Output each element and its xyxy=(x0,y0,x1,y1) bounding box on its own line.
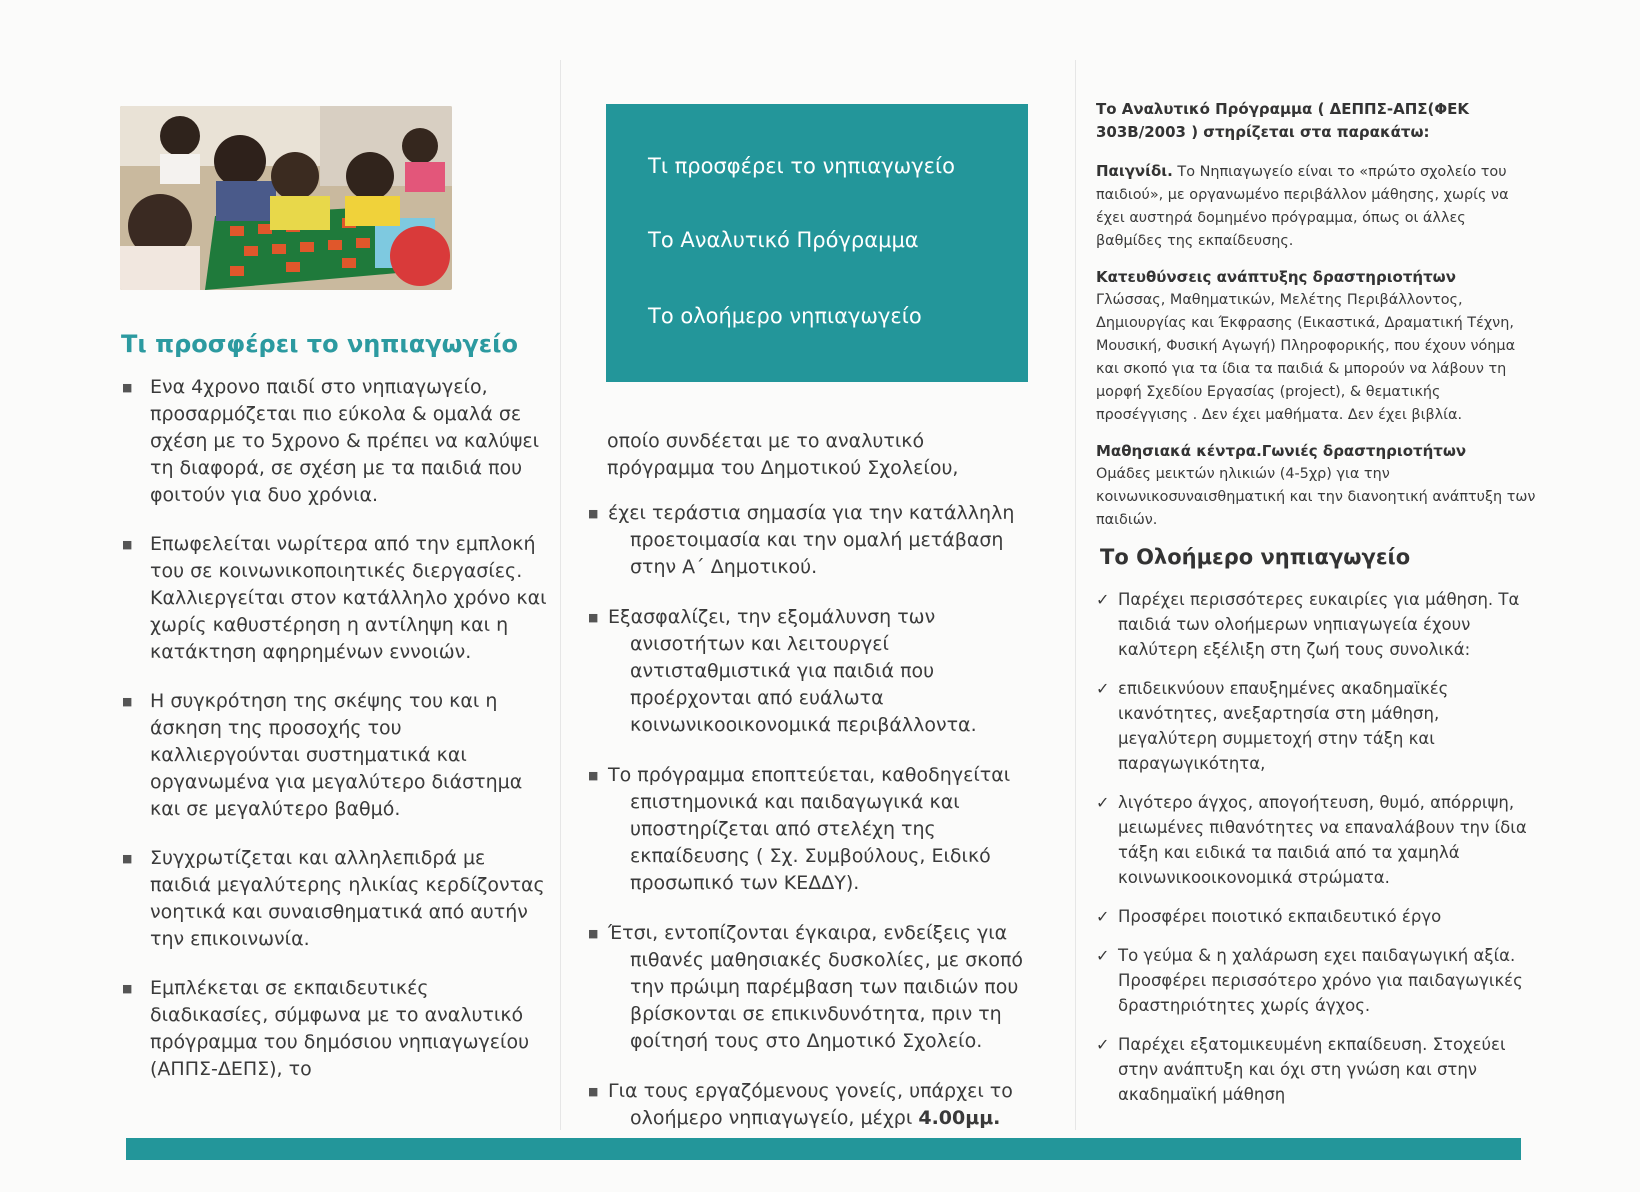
list-item-text: Παρέχει περισσότερες ευκαιρίες για μάθηση. Τα παιδιά των ολοήμερων νηπιαγωγεία έχουν καλύτερη εξέλιξη στη ζωή τους συνολικά: xyxy=(1118,590,1520,659)
list-item-first-line: Για τους εργαζόμενους γονείς, υπάρχει το xyxy=(608,1080,1013,1102)
list-item-text: Επωφελείται νωρίτερα από την εμπλοκή του σε κοινωνικοποιητικές διεργασίες. Καλλιεργείται στον κατάλληλο χρόνο και χωρίς καθυστέρηση η αντίληψη και η κατάκτηση αφηρημένων εννοιών. xyxy=(150,533,547,663)
continuation-line: πρόγραμμα του Δημοτικού Σχολείου, xyxy=(607,457,959,479)
check-icon: ✓ xyxy=(1096,679,1110,698)
menu-item-curriculum[interactable]: Το Αναλυτικό Πρόγραμμα xyxy=(648,228,919,252)
section-title-what-offers: Τι προσφέρει το νηπιαγωγείο xyxy=(121,330,518,358)
list-item-text: επιδεικνύουν επαυξημένες ακαδημαϊκές ικανότητες, ανεξαρτησία στη μάθηση, μεγαλύτερη συμμετοχή στην τάξη και παραγωγικότητα, xyxy=(1118,679,1449,773)
curriculum-column xyxy=(1096,98,1536,1121)
bullet-icon: ■ xyxy=(588,507,599,520)
list-item-text: Το γεύμα & η χαλάρωση εχει παιδαγωγική αξία. Προσφέρει περισσότερο χρόνο για παιδαγωγικές δραστηριότητες χωρίς άγχος. xyxy=(1118,946,1523,1015)
list-item-text: Η συγκρότηση της σκέψης του και η άσκηση της προσοχής του καλλιεργούνται συστηματικά και οργανωμένα για μεγαλύτερο διάστημα και σε μεγαλύτερο βαθμό. xyxy=(150,690,523,820)
list-item-first-line: Το πρόγραμμα εποπτεύεται, καθοδηγείται xyxy=(608,764,1011,786)
list-item xyxy=(120,688,550,823)
list-item-text: Ενα 4χρονο παιδί στο νηπιαγωγείο, προσαρμόζεται πιο εύκολα & ομαλά σε σχέση με το 5χρονο & πρέπει να καλύψει τη διαφορά, σε σχέση με τα παιδιά που φοιτούν για δυο χρόνια. xyxy=(150,376,540,506)
curriculum-section-learning-centers xyxy=(1096,440,1536,531)
list-item xyxy=(120,531,550,666)
list-item-text: λιγότερο άγχος, απογοήτευση, θυμό, απόρριψη, μειωμένες πιθανότητες να επαναλάβουν την ίδια τάξη και ειδικά τα παιδιά από τα χαμηλά κοινωνικοοικονομικά στρώματα. xyxy=(1118,793,1527,887)
check-icon: ✓ xyxy=(1096,590,1110,609)
list-item-first-line: Έτσι, εντοπίζονται έγκαιρα, ενδείξεις για xyxy=(608,922,1008,944)
list-item xyxy=(120,374,550,509)
continuation-line: οποίο συνδέεται με το αναλυτικό xyxy=(607,430,925,452)
full-day-list xyxy=(1096,587,1541,1107)
time-highlight: 4.00μμ. xyxy=(918,1107,1001,1129)
menu-item-what-offers[interactable]: Τι προσφέρει το νηπιαγωγείο xyxy=(648,154,955,178)
list-item xyxy=(1096,587,1541,662)
continuation-text xyxy=(607,428,958,482)
list-item xyxy=(588,604,1048,739)
list-item xyxy=(1096,904,1541,929)
list-item xyxy=(1096,790,1541,890)
list-item xyxy=(120,975,550,1083)
list-item xyxy=(120,845,550,953)
section-body: Το Νηπιαγωγείο είναι το «πρώτο σχολείο του παιδιού», με οργανωμένο περιβάλλον μάθησης, χωρίς να έχει αυστηρά δομημένο πρόγραμμα, όπως οι άλλες βαθμίδες της εκπαίδευσης. xyxy=(1096,164,1509,249)
curriculum-section-activities xyxy=(1096,266,1536,426)
bullet-icon: ■ xyxy=(588,927,599,940)
section-heading: Μαθησιακά κέντρα.Γωνιές δραστηριοτήτων xyxy=(1096,442,1467,460)
check-icon: ✓ xyxy=(1096,946,1110,965)
menu-item-full-day[interactable]: Το ολοήμερο νηπιαγωγείο xyxy=(648,304,922,328)
section-title-full-day: Το Ολοήμερο νηπιαγωγείο xyxy=(1100,545,1411,569)
list-item-rest: ανισοτήτων και λειτουργεί αντισταθμιστικά για παιδιά που προέρχονται από ευάλωτα κοινωνικοοικονομικά περιβάλλοντα. xyxy=(630,633,977,736)
bullet-icon: ■ xyxy=(588,611,599,624)
list-item xyxy=(588,762,1048,897)
bullet-icon: ■ xyxy=(588,1085,599,1098)
fold-line-left xyxy=(560,60,561,1130)
list-item-rest: επιστημονικά και παιδαγωγικά και υποστηρίζεται από στελέχη της εκπαίδευσης ( Σχ. Συμβούλους, Ειδικό προσωπικό των ΚΕΔΔΥ). xyxy=(630,791,991,894)
list-item-rest: προετοιμασία και την ομαλή μετάβαση στην Α΄ Δημοτικού. xyxy=(630,529,1004,578)
list-item-text: Παρέχει εξατομικευμένη εκπαίδευση. Στοχεύει στην ανάπτυξη και όχι στη γνώση και στην ακαδημαϊκή μάθηση xyxy=(1118,1035,1506,1104)
list-item-text: Συγχρωτίζεται και αλληλεπιδρά με παιδιά μεγαλύτερης ηλικίας κερδίζοντας νοητικά και συναισθηματικά από αυτήν την επικοινωνία. xyxy=(150,847,545,950)
section-heading: Κατευθύνσεις ανάπτυξης δραστηριοτήτων xyxy=(1096,268,1456,286)
list-item-first-line: έχει τεράστια σημασία για την κατάλληλη xyxy=(608,502,1015,524)
bullet-icon: ■ xyxy=(122,982,133,995)
check-icon: ✓ xyxy=(1096,1035,1110,1054)
bullet-icon: ■ xyxy=(122,695,133,708)
list-item xyxy=(1096,1032,1541,1107)
fold-line-right xyxy=(1075,60,1076,1130)
section-body: Γλώσσας, Μαθηματικών, Μελέτης Περιβάλλοντος, Δημιουργίας και Έκφρασης (Εικαστικά, Δραματική Τέχνη, Μουσική, Φυσική Αγωγή) Πληροφορικής, που έχουν νόημα και σκοπό για τα ίδια τα παιδιά & μπορούν να λάβουν τη μορφή Σχεδίου Εργασίας (project), & θεματικής προσέγγισης . Δεν έχει μαθήματα. Δεν έχει βιβλία. xyxy=(1096,292,1516,423)
benefits-list xyxy=(120,374,550,1105)
list-item-text: Εμπλέκεται σε εκπαιδευτικές διαδικασίες, σύμφωνα με το αναλυτικό πρόγραμμα του δημόσιου νηπιαγωγείου (ΑΠΠΣ-ΔΕΠΣ), το xyxy=(150,977,530,1080)
check-icon: ✓ xyxy=(1096,907,1110,926)
bullet-icon: ■ xyxy=(122,381,133,394)
contents-menu-box xyxy=(606,104,1028,382)
list-item-first-line: Εξασφαλίζει, την εξομάλυνση των xyxy=(608,606,936,628)
bullet-icon: ■ xyxy=(588,769,599,782)
children-playing-photo xyxy=(120,106,452,290)
list-item xyxy=(1096,943,1541,1018)
section-body: Ομάδες μεικτών ηλικιών (4-5χρ) για την κοινωνικοσυναισθηματική και την διανοητική ανάπτυξη των παιδιών. xyxy=(1096,466,1536,528)
list-item xyxy=(1096,676,1541,776)
photo-illustration xyxy=(120,106,452,290)
check-icon: ✓ xyxy=(1096,793,1110,812)
curriculum-intro: Το Αναλυτικό Πρόγραμμα ( ΔΕΠΠΣ-ΑΠΣ(ΦΕΚ 303Β/2003 ) στηρίζεται στα παρακάτω: xyxy=(1096,100,1469,141)
section-heading: Παιγνίδι. xyxy=(1096,162,1173,180)
list-item xyxy=(588,500,1048,581)
list-item-text: Προσφέρει ποιοτικό εκπαιδευτικό έργο xyxy=(1118,907,1442,926)
list-item xyxy=(588,920,1048,1055)
list-item xyxy=(588,1078,1048,1132)
bullet-icon: ■ xyxy=(122,852,133,865)
bullet-icon: ■ xyxy=(122,538,133,551)
list-item-rest: πιθανές μαθησιακές δυσκολίες, με σκοπό την πρώιμη παρέμβαση των παιδιών που βρίσκονται σε επικινδυνότητα, πριν τη φοίτησή τους στο Δημοτικό Σχολείο. xyxy=(630,949,1024,1052)
list-item-rest xyxy=(608,1105,1048,1132)
curriculum-section-play xyxy=(1096,160,1536,252)
bottom-accent-bar xyxy=(126,1138,1521,1160)
list-item-rest-text: ολοήμερο νηπιαγωγείο, μέχρι xyxy=(630,1107,919,1129)
program-list xyxy=(588,500,1048,1155)
